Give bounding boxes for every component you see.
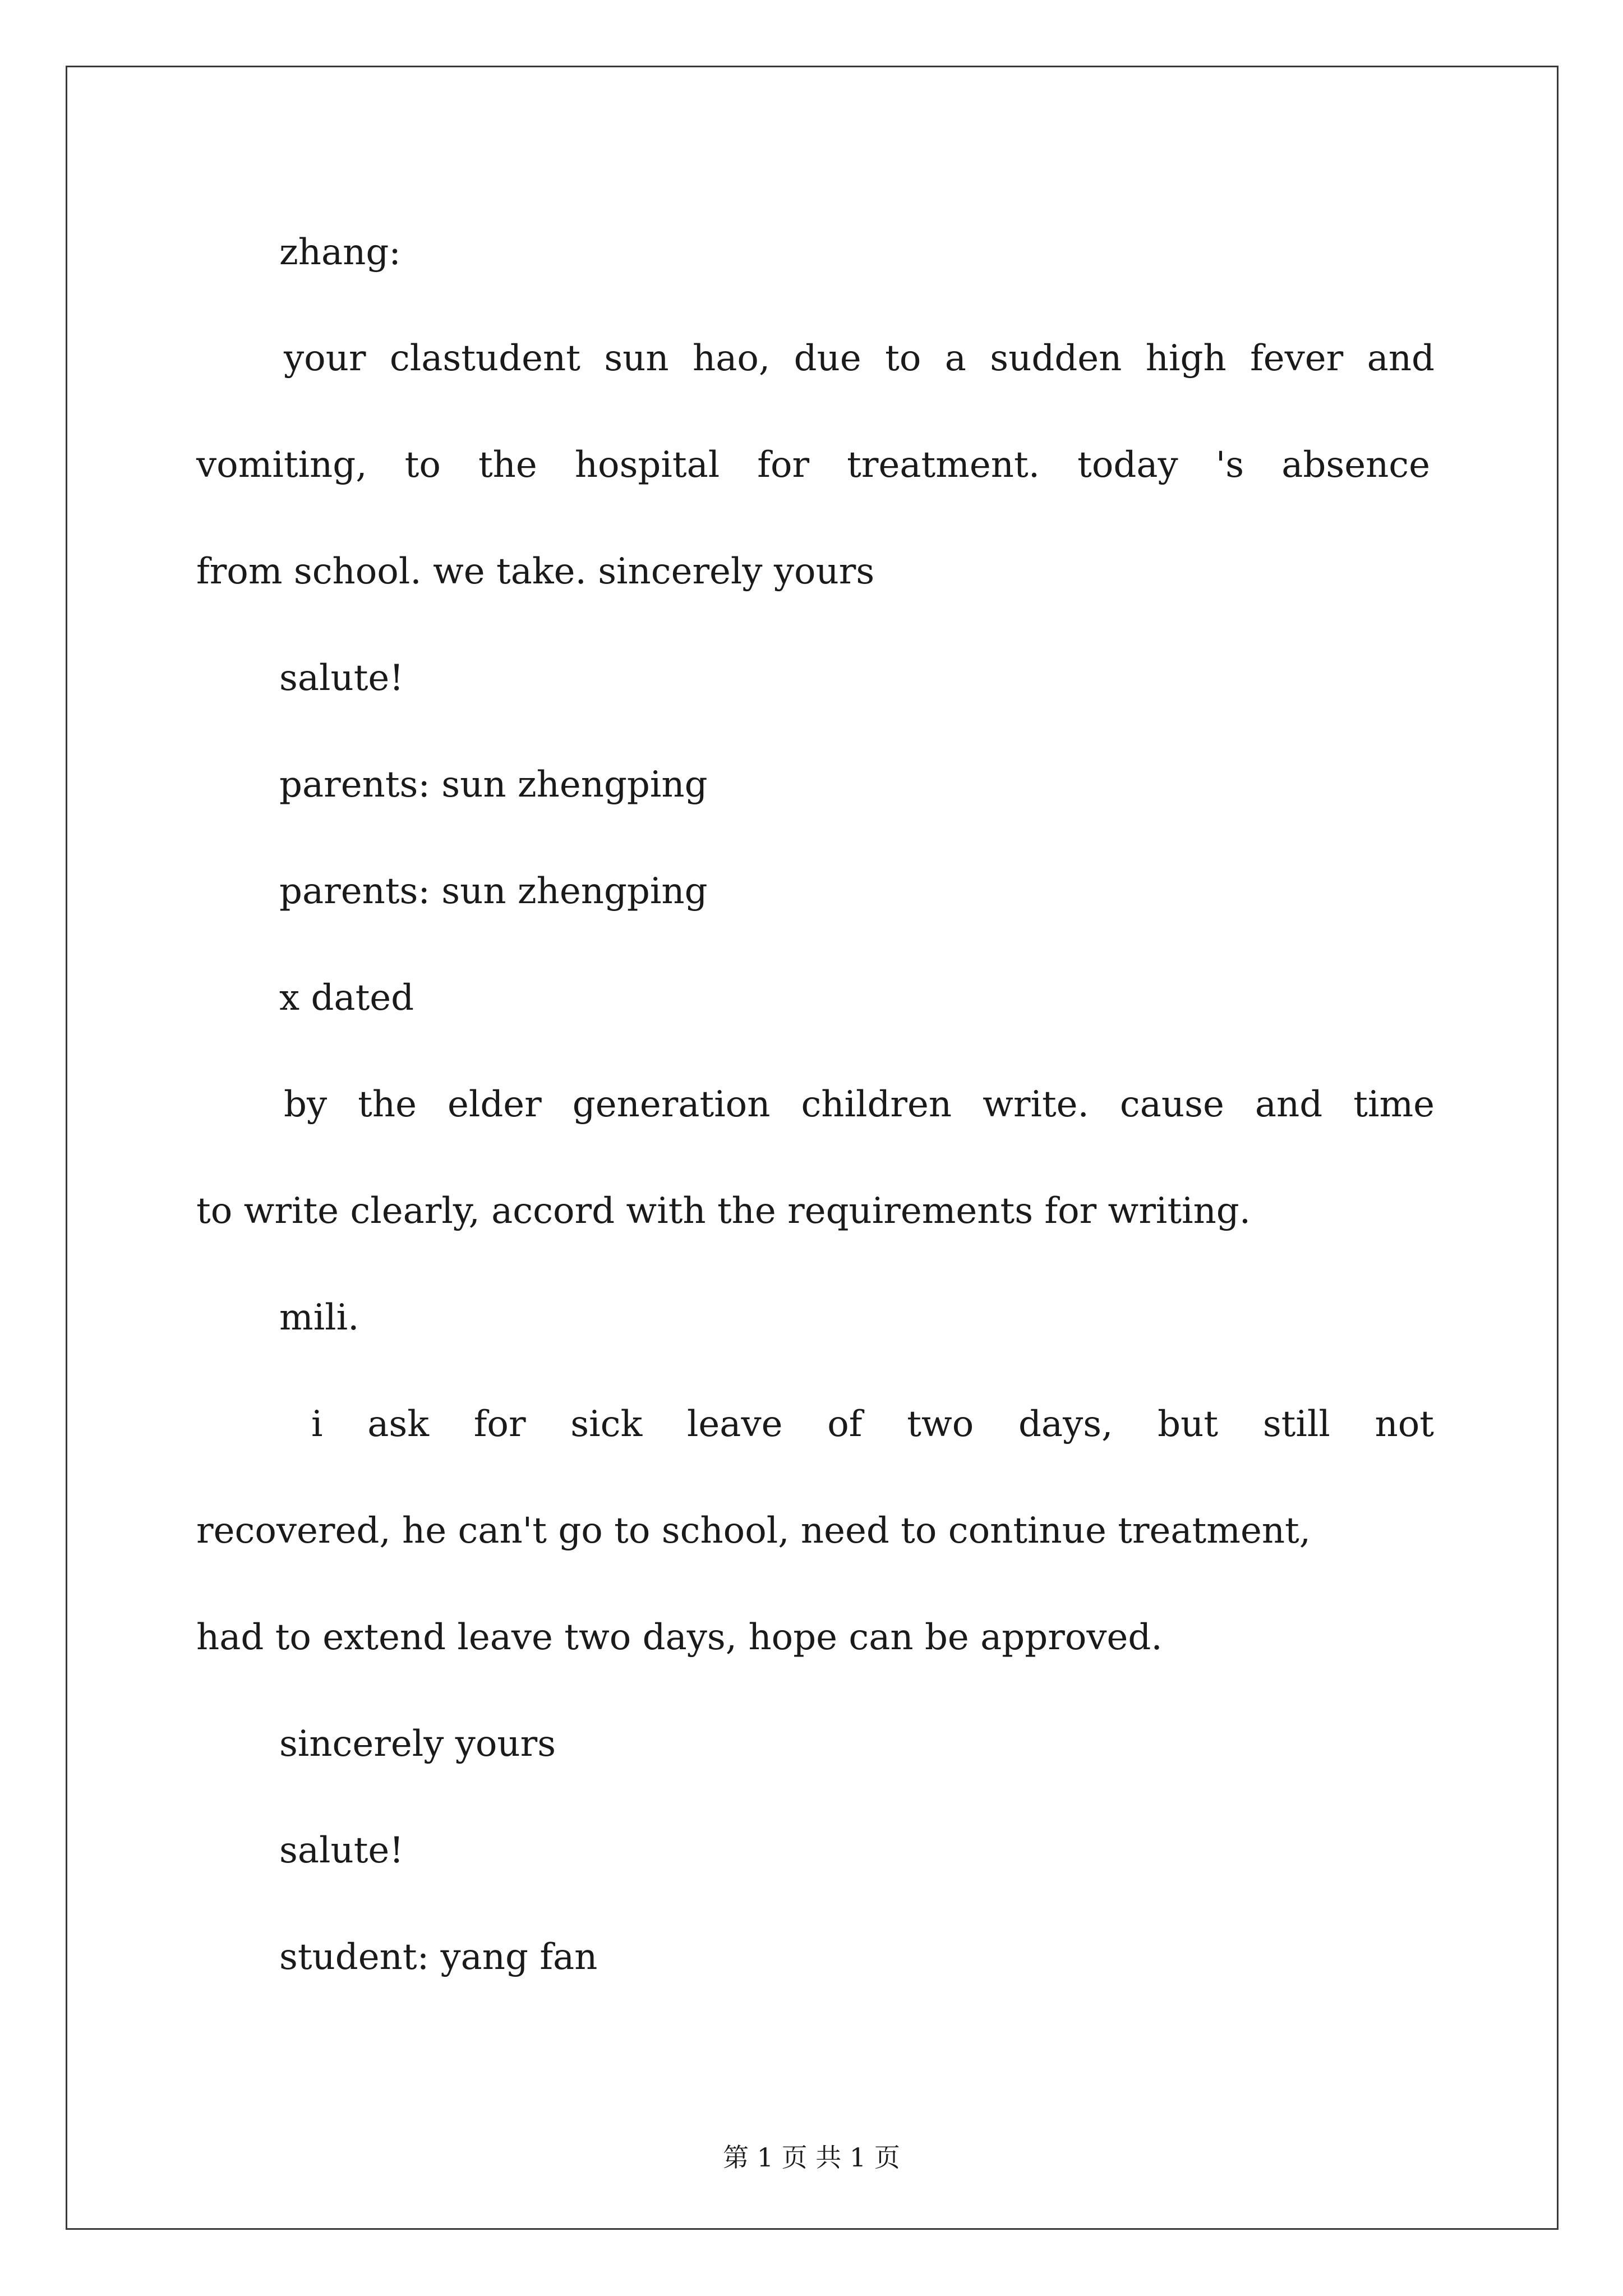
paragraph-line: from school. we take. sincerely yours [196,551,875,592]
paragraph-line: by the elder generation children write. cause and time [284,1084,1435,1125]
signature-line: parents: sun zhengping [279,871,708,912]
salutation-line: mili. [279,1297,359,1338]
closing-line: sincerely yours [279,1723,556,1765]
salutation-line: zhang: [279,232,401,273]
closing-line: salute! [279,1830,404,1871]
closing-line: salute! [279,657,404,699]
page-number-footer: 第 1 页 共 1 页 [723,2142,900,2173]
date-line: x dated [279,977,414,1019]
signature-line: parents: sun zhengping [279,764,708,806]
signature-line: student: yang fan [279,1936,598,1978]
paragraph-line: vomiting, to the hospital for treatment. today 's absence [196,444,1430,486]
paragraph-line: your clastudent sun hao, due to a sudden high fever and [284,338,1435,379]
paragraph-line: to write clearly, accord with the requirements for writing. [196,1190,1251,1232]
paragraph-line: had to extend leave two days, hope can be approved. [196,1617,1163,1658]
page-border [66,66,1559,2230]
paragraph-line: i ask for sick leave of two days, but still not [311,1404,1434,1445]
paragraph-line: recovered, he can't go to school, need to continue treatment, [196,1510,1311,1552]
